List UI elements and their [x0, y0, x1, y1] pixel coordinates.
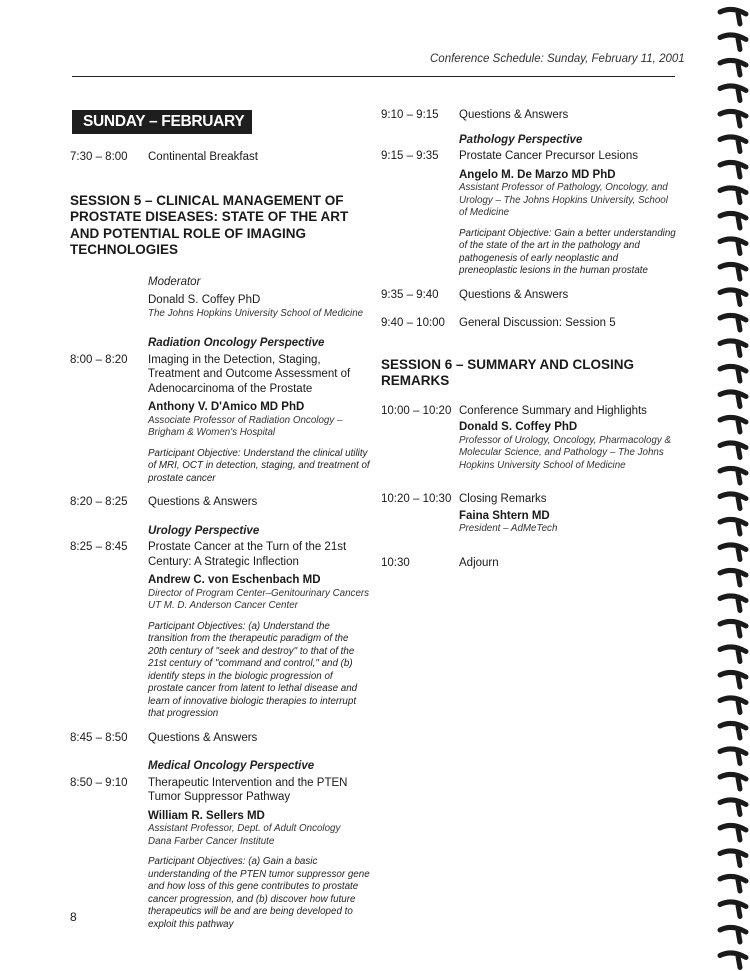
header-rule — [72, 76, 675, 77]
spiral-coil — [720, 927, 746, 942]
time-label: 8:25 – 8:45 — [70, 541, 128, 553]
moderator-affiliation: The Johns Hopkins University School of Medicine — [148, 307, 364, 319]
speaker-affiliation: Assistant Professor of Pathology, Oncology, and Urology – The Johns Hopkins University, School of Medicine — [459, 182, 668, 218]
spiral-coil — [720, 188, 746, 203]
speaker-affiliation: Professor of Urology, Oncology, Pharmacology & Molecular Science, and Pathology – The Johns Hopkins University School of Medicine — [459, 434, 671, 471]
radiation-perspective-heading: Radiation Oncology Perspective — [148, 337, 325, 349]
spiral-coil — [720, 774, 746, 789]
item-title: Questions & Answers — [148, 731, 258, 744]
moderator-block — [148, 275, 370, 321]
time-label: 10:20 – 10:30 — [381, 493, 452, 505]
talk-block — [148, 353, 370, 486]
schedule-row-summary — [381, 404, 677, 473]
participant-objective: Participant Objectives: (a) Understand the transition from the therapeutic paradigm of the 20th century of "seek and destroy" to that of the 21st century of "command and control," and (b) identify steps in the biologic progression of prostate cancer from latent to lethal disease and learn of innovative biologic therapies to interrupt that progression — [148, 620, 358, 719]
spiral-coil — [720, 60, 746, 75]
time-label: 7:30 – 8:00 — [70, 151, 128, 163]
item-title: Adjourn — [459, 556, 499, 569]
spiral-binding-graphic — [716, 0, 750, 971]
spiral-coil — [720, 392, 746, 407]
speaker-affiliation: Assistant Professor, Dept. of Adult Oncology — [148, 823, 341, 834]
spiral-coil — [720, 111, 746, 126]
spiral-coil — [720, 9, 746, 24]
spiral-coil — [720, 86, 746, 101]
spiral-coil — [720, 902, 746, 917]
participant-objective: Participant Objective: Gain a better understanding of the state of the art in the pathology and pathogenesis of early neoplastic and preneoplastic lesions in the human prostate — [459, 227, 676, 276]
spiral-coil — [720, 749, 746, 764]
spiral-coil — [720, 264, 746, 279]
schedule-row-breakfast — [70, 150, 370, 165]
schedule-row-pathology — [381, 149, 677, 278]
spiral-coil — [720, 825, 746, 840]
spiral-coil — [720, 647, 746, 662]
talk-block — [459, 492, 677, 536]
schedule-row-qa — [381, 108, 677, 123]
speaker-name: Andrew C. von Eschenbach MD — [148, 574, 321, 586]
speaker-institution: UT M. D. Anderson Cancer Center — [148, 600, 298, 611]
time-label: 9:35 – 9:40 — [381, 288, 439, 301]
talk-title: Imaging in the Detection, Staging, Treatment and Outcome Assessment of Adenocarcinoma of the Prostate — [148, 353, 351, 395]
schedule-row-radiation — [70, 353, 370, 486]
spiral-coil — [720, 341, 746, 356]
time-label: 10:00 – 10:20 — [381, 404, 452, 417]
moderator-name: Donald S. Coffey PhD — [148, 294, 261, 306]
schedule-row-medical — [70, 776, 370, 932]
talk-block — [148, 776, 370, 932]
page-number: 8 — [70, 910, 77, 924]
time-label: 8:50 – 9:10 — [70, 776, 128, 789]
moderator-label: Moderator — [148, 275, 201, 288]
speaker-name: William R. Sellers MD — [148, 809, 265, 822]
left-column — [70, 150, 370, 931]
spiral-coil — [720, 137, 746, 152]
spiral-coil — [720, 876, 746, 891]
urology-perspective-heading: Urology Perspective — [148, 524, 260, 537]
spiral-coil — [720, 851, 746, 866]
session-5-title: SESSION 5 – CLINICAL MANAGEMENT OF PROSTATE DISEASES: STATE OF THE ART AND POTENTIAL ROLE OF IMAGING TECHNOLOGIES — [70, 192, 349, 257]
day-banner: SUNDAY – FEBRUARY 11 — [72, 110, 252, 134]
running-header: Conference Schedule: Sunday, February 11, 2001 — [430, 53, 685, 65]
speaker-institution: Dana Farber Cancer Institute — [148, 835, 275, 847]
participant-objective: Participant Objectives: (a) Gain a basic understanding of the PTEN tumor suppressor gene and how loss of this gene contributes to prostate cancer progression, and (b) discover how future therapeutics will be and are being developed to exploit this pathway — [148, 856, 370, 930]
schedule-row-qa — [70, 731, 370, 746]
spiral-coil — [720, 468, 746, 483]
speaker-name: Faina Shtern MD — [459, 509, 550, 522]
spiral-coil — [720, 443, 746, 458]
speaker-name: Anthony V. D'Amico MD PhD — [148, 401, 305, 413]
schedule-row-discussion — [381, 316, 677, 331]
speaker-affiliation: President – AdMeTech — [459, 523, 558, 534]
spiral-coil — [720, 723, 746, 738]
speaker-name: Angelo M. De Marzo MD PhD — [459, 168, 616, 181]
participant-objective: Participant Objective: Understand the clinical utility of MRI, OCT in detection, staging, and treatment of prostate cancer — [148, 447, 370, 484]
speaker-affiliation: Director of Program Center–Genitourinary Cancers — [148, 587, 370, 599]
spiral-coil — [720, 545, 746, 560]
spiral-coil — [720, 494, 746, 509]
schedule-row-qa — [70, 495, 370, 510]
talk-block — [459, 149, 677, 278]
speaker-affiliation: Associate Professor of Radiation Oncology – Brigham & Women's Hospital — [148, 414, 343, 438]
item-title: Questions & Answers — [148, 496, 258, 508]
spiral-coil — [720, 315, 746, 330]
spiral-coil — [720, 672, 746, 687]
item-title: Questions & Answers — [459, 288, 569, 301]
spiral-coil — [720, 239, 746, 254]
time-label: 8:20 – 8:25 — [70, 496, 128, 508]
talk-title: Conference Summary and Highlights — [459, 404, 647, 417]
talk-title: Prostate Cancer Precursor Lesions — [459, 150, 638, 162]
spiral-coil — [720, 596, 746, 611]
schedule-row-urology — [70, 540, 370, 721]
spiral-coil — [720, 621, 746, 636]
spiral-coil — [720, 417, 746, 432]
item-title: Questions & Answers — [459, 109, 569, 121]
spiral-coil — [720, 213, 746, 228]
spiral-coil — [720, 570, 746, 585]
talk-title: Therapeutic Intervention and the PTEN Tumor Suppressor Pathway — [148, 776, 348, 803]
spiral-coil — [720, 800, 746, 815]
spiral-coil — [720, 953, 746, 968]
spiral-coil — [720, 162, 746, 177]
session-6-title: SESSION 6 – SUMMARY AND CLOSING REMARKS — [381, 356, 635, 388]
talk-title: Prostate Cancer at the Turn of the 21st Century: A Strategic Inflection — [148, 541, 347, 568]
speaker-name: Donald S. Coffey PhD — [459, 421, 578, 433]
talk-block — [148, 540, 370, 721]
spiral-coil — [720, 290, 746, 305]
schedule-row-qa — [381, 288, 677, 303]
right-column — [381, 108, 677, 570]
spiral-coil — [720, 35, 746, 50]
item-title: General Discussion: Session 5 — [459, 317, 616, 329]
talk-block — [459, 404, 677, 473]
pathology-perspective-heading: Pathology Perspective — [459, 133, 583, 146]
time-label: 9:15 – 9:35 — [381, 150, 439, 162]
spiral-coil — [720, 698, 746, 713]
talk-title: Closing Remarks — [459, 493, 547, 505]
spiral-coil — [720, 366, 746, 381]
spiral-coil — [720, 519, 746, 534]
time-label: 8:45 – 8:50 — [70, 731, 128, 744]
time-label: 8:00 – 8:20 — [70, 353, 128, 366]
time-label: 9:40 – 10:00 — [381, 317, 445, 329]
time-label: 9:10 – 9:15 — [381, 109, 439, 121]
schedule-row-closing — [381, 492, 677, 536]
medical-perspective-heading: Medical Oncology Perspective — [148, 760, 315, 772]
schedule-row-adjourn — [381, 556, 677, 571]
item-title: Continental Breakfast — [148, 151, 258, 163]
time-label: 10:30 — [381, 556, 410, 569]
